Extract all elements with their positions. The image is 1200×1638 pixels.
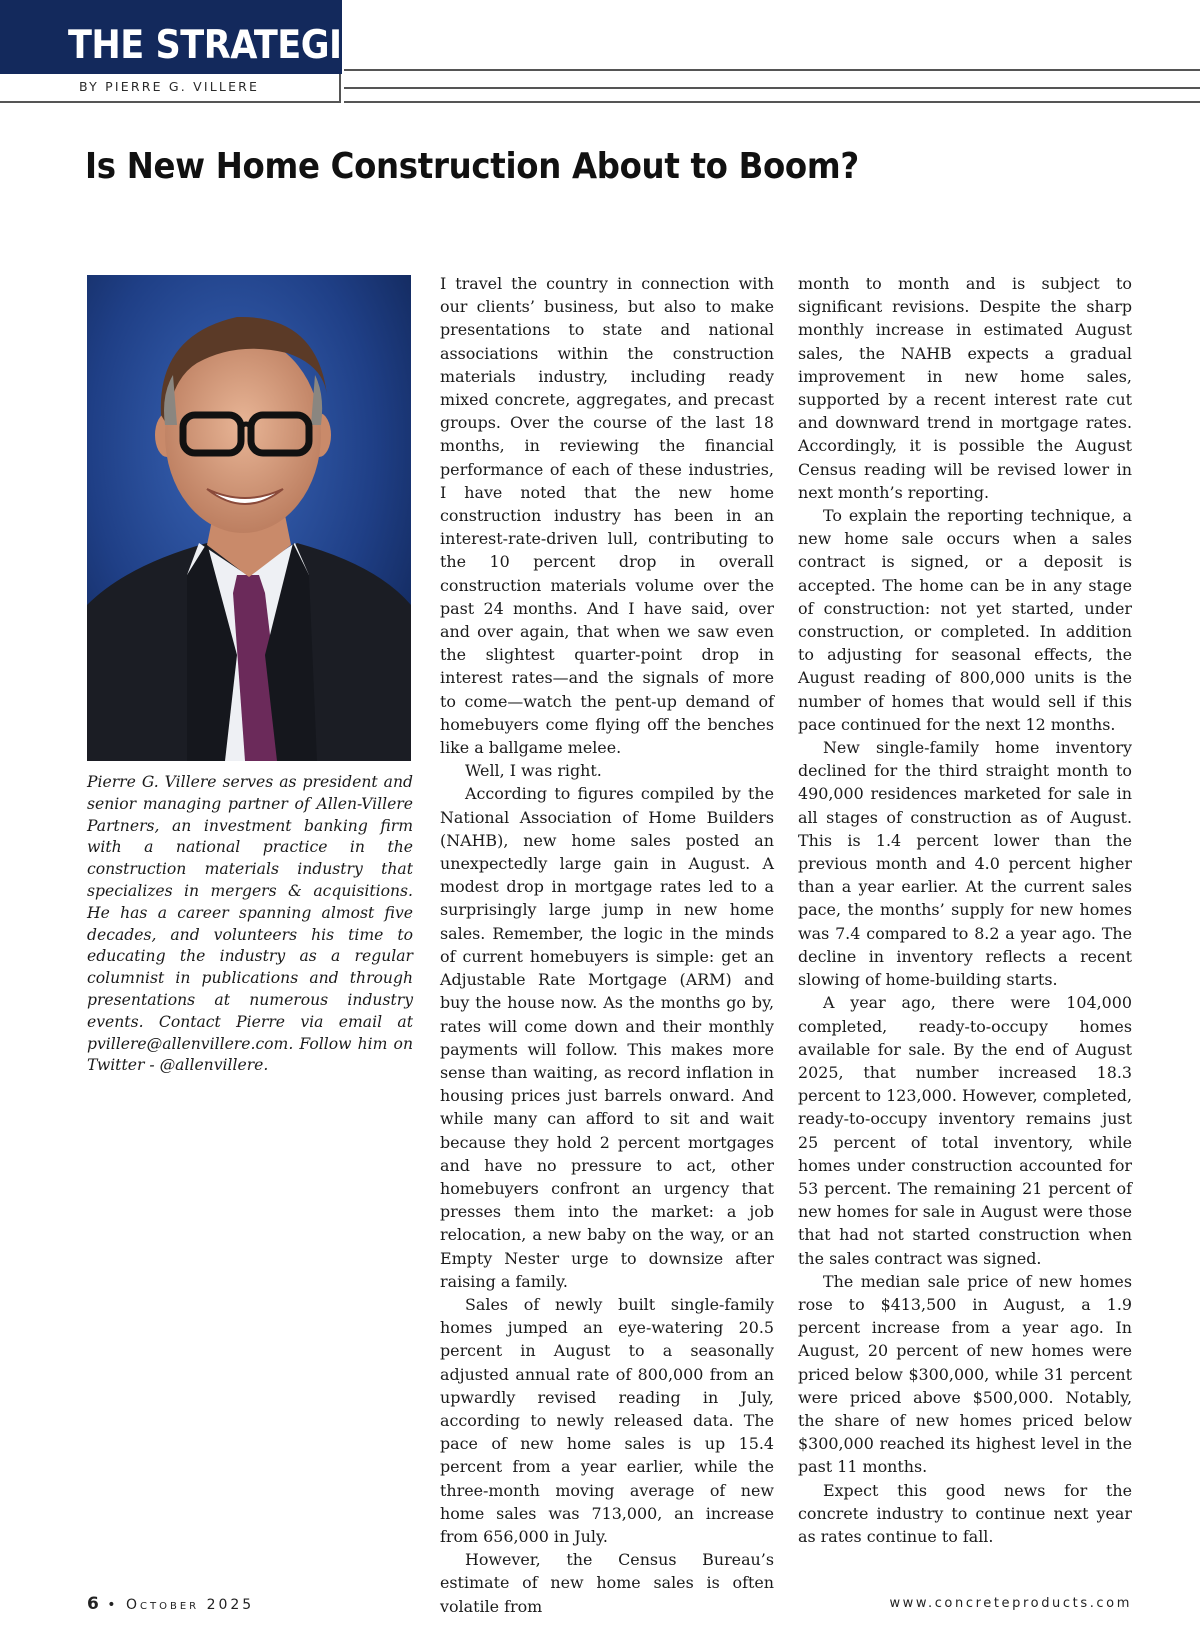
header-rule [344,87,1200,89]
footer-bullet: • [107,1597,116,1613]
header-rule [344,101,1200,103]
column-title: THE STRATEGIST [68,23,390,68]
article-headline: Is New Home Construction About to Boom? [85,146,859,187]
body-paragraph: However, the Census Bureau’s estimate of new home sales is often volatile from [440,1550,774,1616]
issue-date: October 2025 [126,1597,255,1613]
article-column-2 [798,272,1132,1548]
body-paragraph: According to figures compiled by the National Association of Home Builders (NAHB), new home sales posted an unexpectedly large gain in August. A modest drop in mortgage rates led to a surprisingly large jump in new home sales. Remember, the logic in the minds of current homebuyers is simple: get an Adjustable Rate Mortgage (ARM) and buy the house now. As the months go by, rates will come down and their monthly payments will follow. This makes more sense than waiting, as record inflation in housing prices just barrels onward. And while many can afford to sit and wait because they hold 2 percent mortgages and have no pressure to act, other homebuyers confront an urgency that presses them into the market: a job relocation, a new baby on the way, or an Empty Nester urge to downsize after raising a family. [440,784,774,1291]
page-footer-left [87,1594,254,1614]
body-paragraph: Well, I was right. [465,761,602,781]
website-url: www.concreteproducts.com [889,1596,1132,1611]
body-paragraph: month to month and is subject to significant revisions. Despite the sharp monthly increase in estimated August sales, the NAHB expects a gradual improvement in new home sales, supported by a recent interest rate cut and downward trend in mortgage rates. Accordingly, it is possible the August Census reading will be revised lower in next month’s reporting. [798,274,1132,502]
body-paragraph: New single-family home inventory declined for the third straight month to 490,000 residences marketed for sale in all stages of construction as of August. This is 1.4 percent lower than the previous month and 4.0 percent higher than a year earlier. At the current sales pace, the months’ supply for new homes was 7.4 compared to 8.2 a year ago. The decline in inventory reflects a recent slowing of home-building starts. [798,738,1132,990]
article-column-1 [440,272,774,1618]
page-number: 6 [87,1594,99,1614]
body-paragraph: I travel the country in connection with our clients’ business, but also to make presentations to state and national associations within the construction materials industry, including ready mixed concrete, aggregates, and precast groups. Over the course of the last 18 months, in reviewing the financial performance of each of these industries, I have noted that the new home construction industry has been in an interest-rate-driven lull, contributing to the 10 percent drop in overall construction materials volume over the past 24 months. And I have said, over and over again, that when we saw even the slightest quarter-point drop in interest rates—and the signals of more to come—watch the pent-up demand of homebuyers come flying off the benches like a ballgame melee. [440,274,774,758]
body-paragraph: To explain the reporting technique, a new home sale occurs when a sales contract is signed, or a deposit is accepted. The home can be in any stage of construction: not yet started, under construction, or completed. In addition to adjusting for seasonal effects, the August reading of 800,000 units is the number of homes that would sell if this pace continued for the next 12 months. [798,506,1132,734]
body-paragraph: A year ago, there were 104,000 completed, ready-to-occupy homes available for sale. By the end of August 2025, that number increased 18.3 percent to 123,000. However, completed, ready-to-occupy inventory remains just 25 percent of total inventory, while homes under construction accounted for 53 percent. The remaining 21 percent of new homes for sale in August were those that had not started construction when the sales contract was signed. [798,993,1132,1268]
column-byline: BY PIERRE G. VILLERE [79,79,260,94]
body-paragraph: Expect this good news for the concrete industry to continue next year as rates continue to fall. [798,1480,1132,1546]
author-photo [87,275,411,761]
header-rule [344,69,1200,71]
author-caption: Pierre G. Villere serves as president and senior managing partner of Allen-Villere Partners, an investment banking firm with a national practice in the construction materials industry that specializes in mergers & acquisitions. He has a career spanning almost five decades, and volunteers his time to educating the industry as a regular columnist in publications and through presentations at numerous industry events. Contact Pierre via email at pvillere@allenvillere.com. Follow him on Twitter - @allenvillere. [87,773,413,1075]
body-paragraph: The median sale price of new homes rose to $413,500 in August, a 1.9 percent increase from a year ago. In August, 20 percent of new homes were priced below $300,000, while 31 percent were priced above $500,000. Notably, the share of new homes priced below $300,000 reached its highest level in the past 11 months. [798,1271,1132,1477]
body-paragraph: Sales of newly built single-family homes jumped an eye-watering 20.5 percent in August to a seasonally adjusted annual rate of 800,000 from an upwardly revised reading in July, according to newly released data. The pace of new home sales is up 15.4 percent from a year earlier, while the three-month moving average of new home sales was 713,000, an increase from 656,000 in July. [440,1294,774,1546]
